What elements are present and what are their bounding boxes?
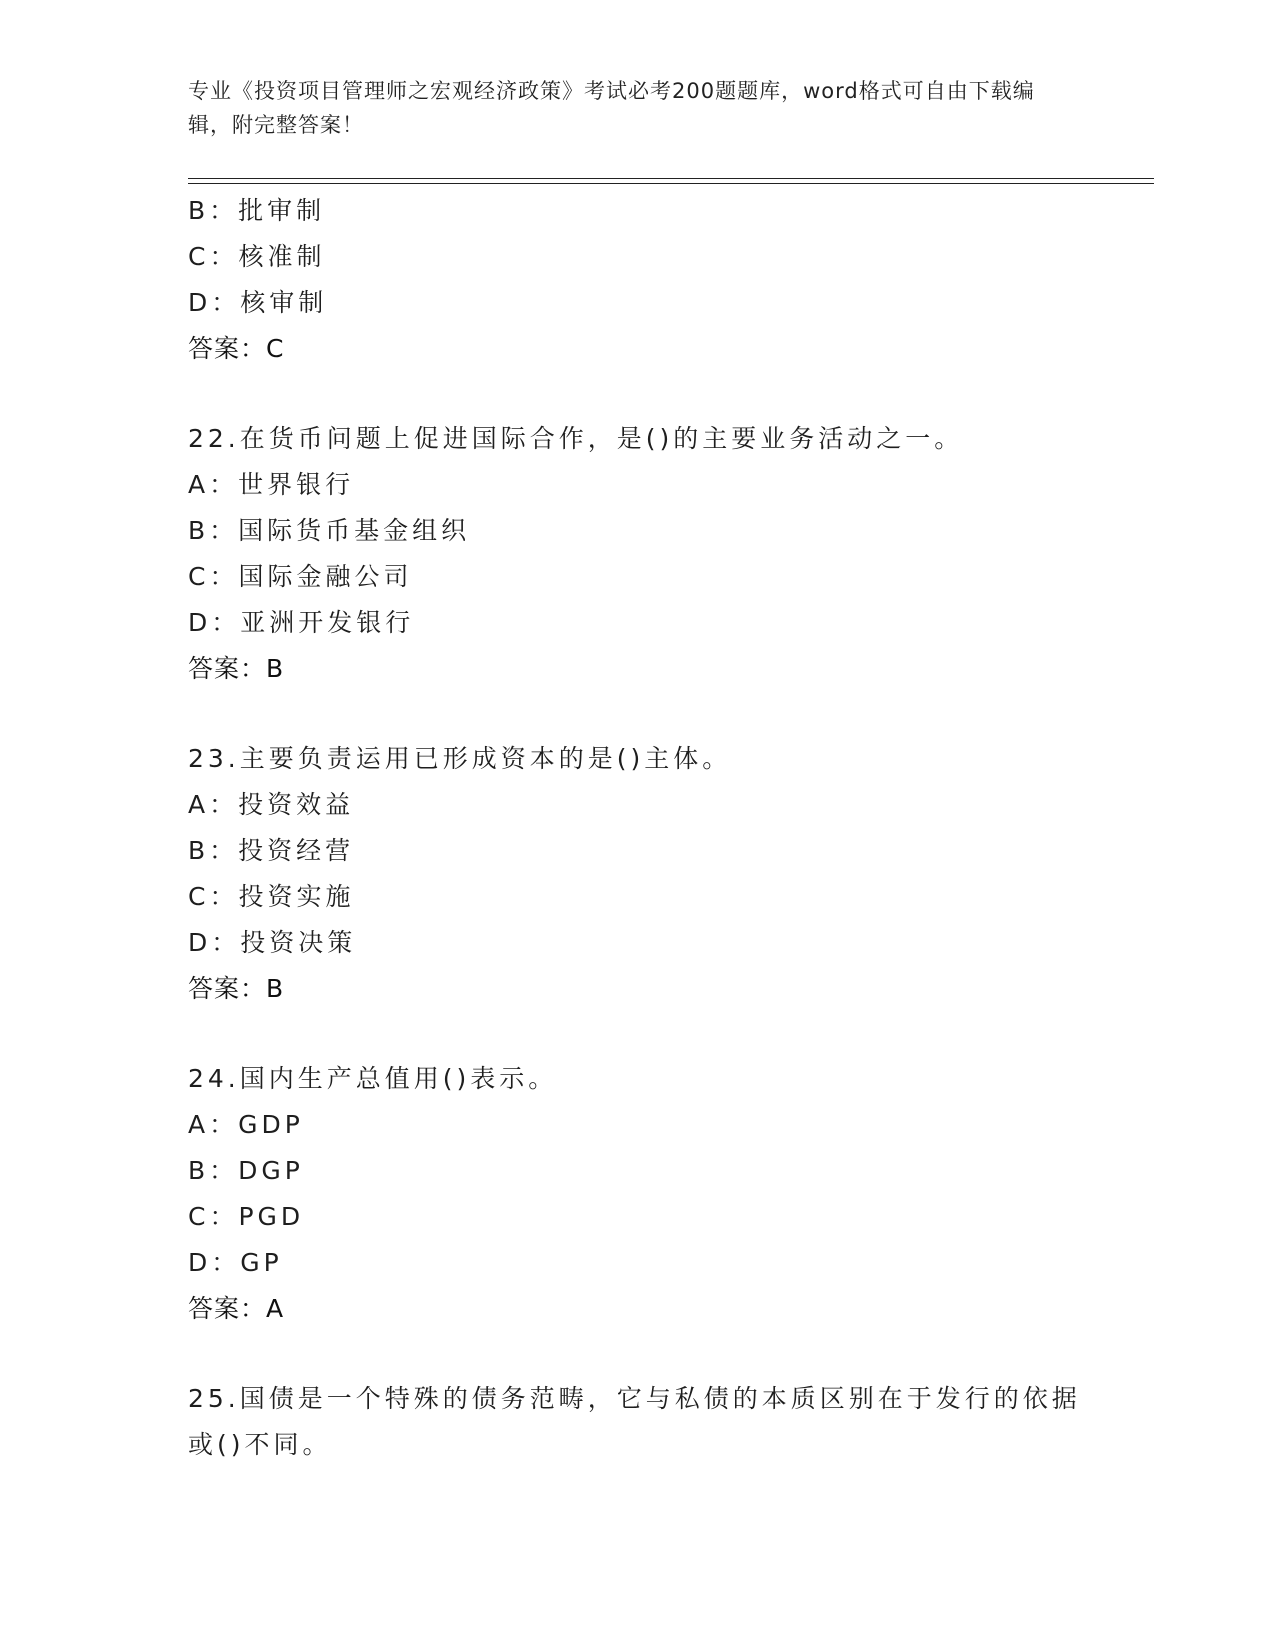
- question-stem: 25.国债是一个特殊的债务范畴，它与私债的本质区别在于发行的依据或()不同。: [188, 1384, 1081, 1459]
- option-b: B：投资经营: [188, 836, 355, 865]
- answer-line: 答案：B: [188, 654, 285, 683]
- answer-line: 答案：A: [188, 1294, 285, 1323]
- spacer: [188, 1012, 1138, 1056]
- question-stem: 24.国内生产总值用()表示。: [188, 1064, 558, 1093]
- question-23: [188, 736, 1138, 1012]
- option-d: D：亚洲开发银行: [188, 608, 415, 637]
- option-c: C：投资实施: [188, 882, 355, 911]
- option-c: C：PGD: [188, 1202, 305, 1231]
- option-c: C：核准制: [188, 242, 326, 271]
- question-21-tail: [188, 188, 1138, 372]
- answer-line: 答案：B: [188, 974, 285, 1003]
- option-b: B：批审制: [188, 196, 326, 225]
- option-a: A：GDP: [188, 1110, 304, 1139]
- option-c: C：国际金融公司: [188, 562, 413, 591]
- option-d: D：GP: [188, 1248, 283, 1277]
- option-a: A：世界银行: [188, 470, 355, 499]
- document-header: 专业《投资项目管理师之宏观经济政策》考试必考200题题库，word格式可自由下载编辑，附完整答案！: [188, 79, 1035, 137]
- question-24: [188, 1056, 1138, 1332]
- question-stem: 22.在货币问题上促进国际合作，是()的主要业务活动之一。: [188, 424, 964, 453]
- option-b: B：DGP: [188, 1156, 304, 1185]
- question-stem: 23.主要负责运用已形成资本的是()主体。: [188, 744, 732, 773]
- option-d: D：投资决策: [188, 928, 357, 957]
- option-b: B：国际货币基金组织: [188, 516, 471, 545]
- option-a: A：投资效益: [188, 790, 355, 819]
- spacer: [188, 372, 1138, 416]
- answer-line: 答案：C: [188, 334, 285, 363]
- option-d: D：核审制: [188, 288, 328, 317]
- question-25: [188, 1376, 1138, 1468]
- header-divider-top: [188, 178, 1154, 179]
- header-divider-bottom: [188, 183, 1154, 184]
- spacer: [188, 1332, 1138, 1376]
- question-content: [188, 188, 1138, 1468]
- spacer: [188, 692, 1138, 736]
- question-22: [188, 416, 1138, 692]
